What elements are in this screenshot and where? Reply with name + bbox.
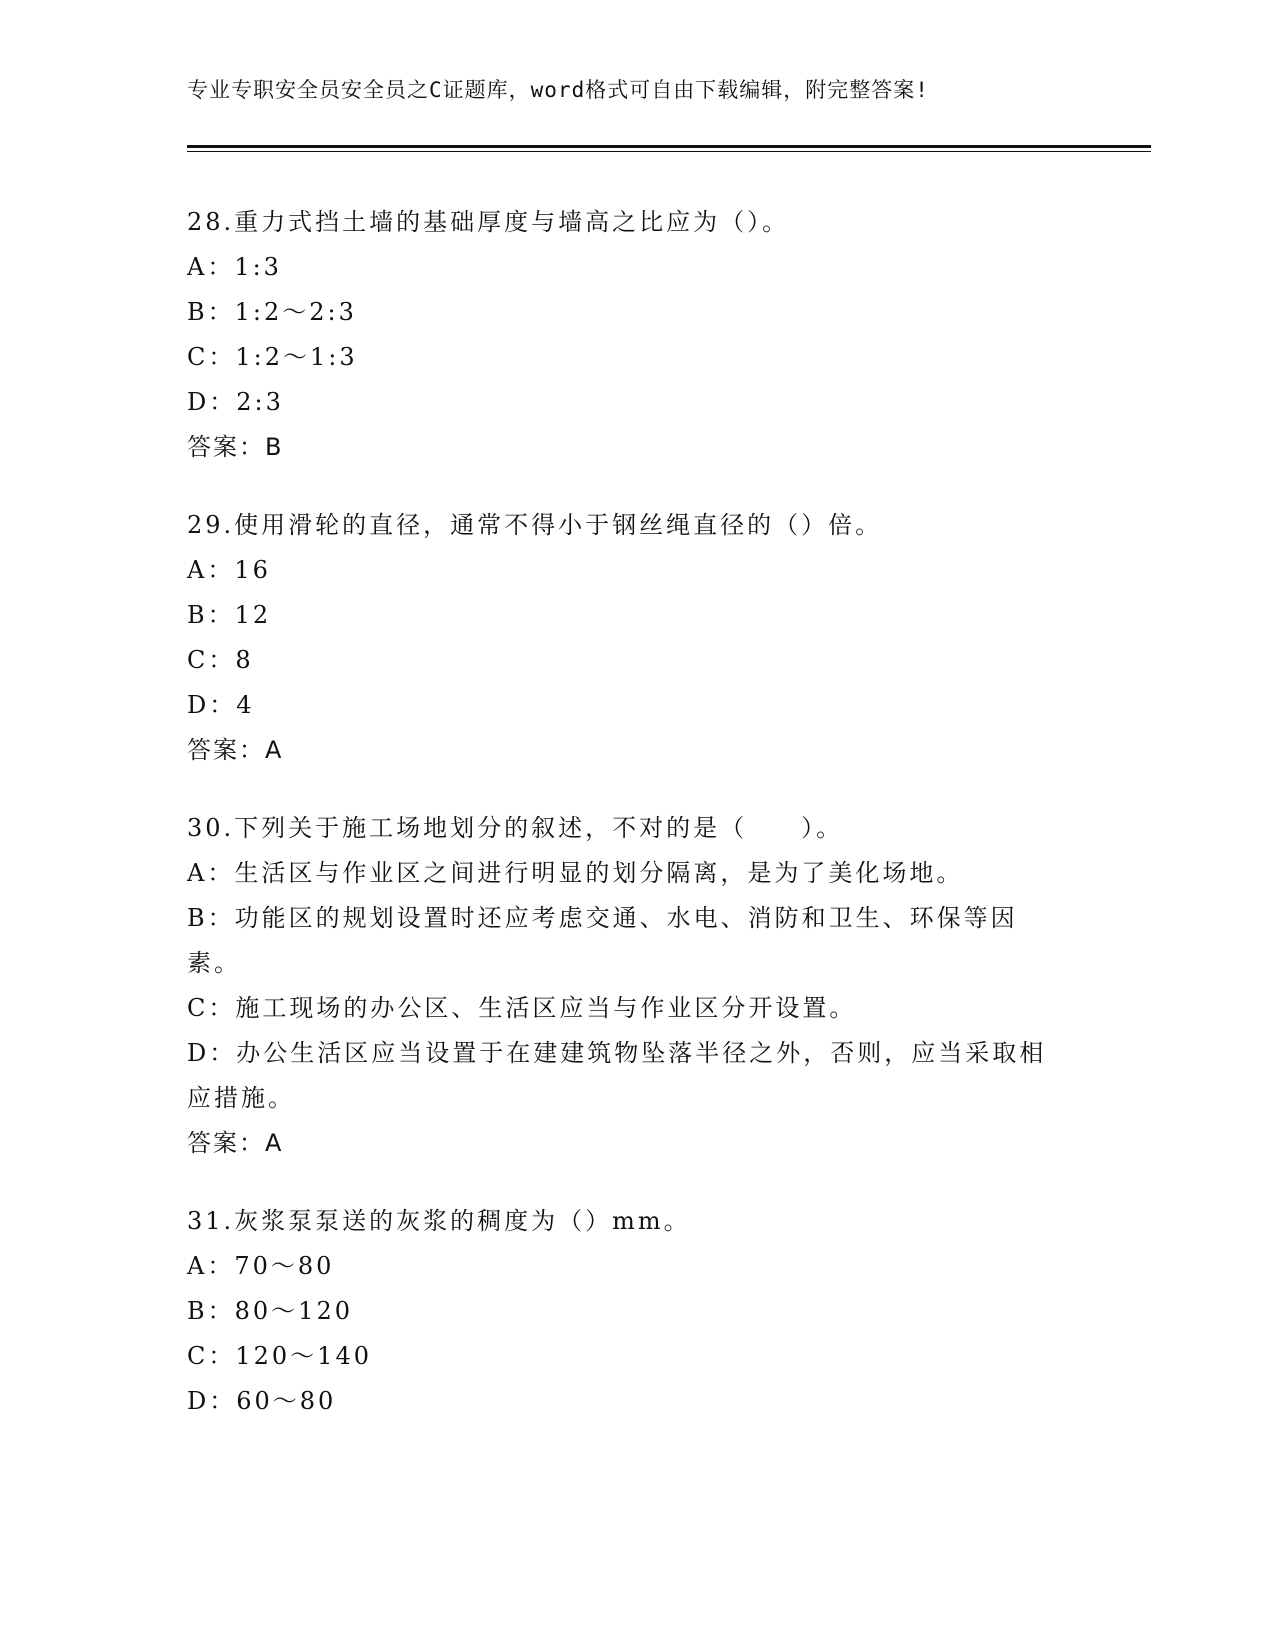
header-title: 专业专职安全员安全员之C证题库，word格式可自由下载编辑，附完整答案! xyxy=(187,78,929,102)
option-d: D：60～80 xyxy=(187,1387,337,1415)
answer: 答案：A xyxy=(187,1129,284,1157)
header-divider-thin xyxy=(187,151,1151,152)
option-c: C：1:2～1:3 xyxy=(187,343,358,371)
question-31 xyxy=(187,1199,1087,1424)
option-a: A：16 xyxy=(187,556,271,584)
question-stem: 28.重力式挡土墙的基础厚度与墙高之比应为（）。 xyxy=(187,208,790,236)
option-a: A：生活区与作业区之间进行明显的划分隔离，是为了美化场地。 xyxy=(187,859,964,887)
question-28 xyxy=(187,200,1087,470)
option-c: C：施工现场的办公区、生活区应当与作业区分开设置。 xyxy=(187,994,857,1022)
question-stem: 30.下列关于施工场地划分的叙述，不对的是（ ）。 xyxy=(187,814,844,842)
option-b: B：12 xyxy=(187,601,272,629)
option-a: A：70～80 xyxy=(187,1252,335,1280)
option-b: B：功能区的规划设置时还应考虑交通、水电、消防和卫生、环保等因素。 xyxy=(187,904,1018,977)
header-divider-thick xyxy=(187,145,1151,148)
option-d: D：办公生活区应当设置于在建建筑物坠落半径之外，否则，应当采取相应措施。 xyxy=(187,1039,1047,1112)
option-b: B：1:2～2:3 xyxy=(187,298,357,326)
option-c: C：120～140 xyxy=(187,1342,372,1370)
question-29 xyxy=(187,503,1087,773)
option-d: D：4 xyxy=(187,691,255,719)
question-stem: 31.灰浆泵泵送的灰浆的稠度为（）mm。 xyxy=(187,1207,691,1235)
question-stem: 29.使用滑轮的直径，通常不得小于钢丝绳直径的（）倍。 xyxy=(187,511,883,539)
question-list xyxy=(187,200,1087,1457)
option-c: C：8 xyxy=(187,646,254,674)
answer: 答案：B xyxy=(187,433,284,461)
option-b: B：80～120 xyxy=(187,1297,353,1325)
question-30 xyxy=(187,806,1087,1166)
option-d: D：2:3 xyxy=(187,388,284,416)
answer: 答案：A xyxy=(187,736,284,764)
option-a: A：1:3 xyxy=(187,253,282,281)
